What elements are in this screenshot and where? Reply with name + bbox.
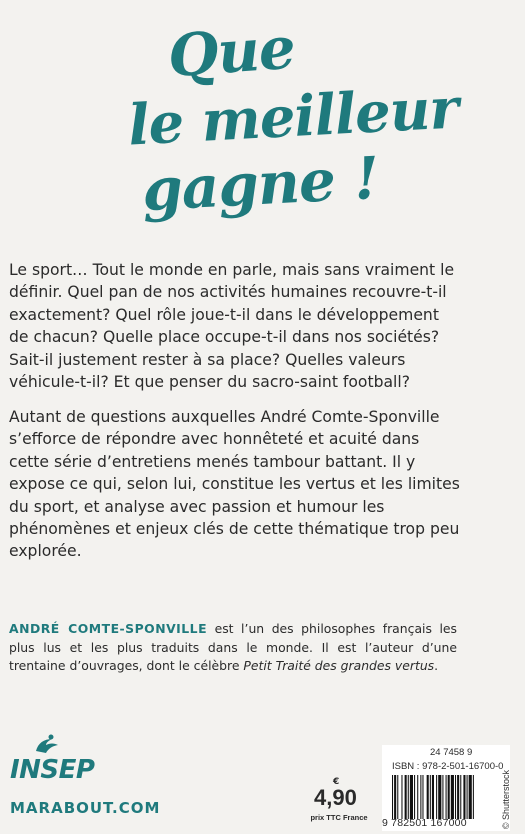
author-name: ANDRÉ COMTE-SPONVILLE [9,621,208,636]
title-line-2: le meilleur [126,75,460,159]
price-currency: € [333,777,340,787]
barcode-block [382,745,510,831]
price-label: prix TTC France [310,813,368,822]
price-sticker [302,775,376,825]
ean-digits: 9 782501 167000 [382,817,467,829]
photo-credit [501,770,517,830]
isbn-number: ISBN : 978-2-501-16700-0 [392,761,504,772]
blurb-paragraph-1: Le sport… Tout le monde en parle, mais sans vraiment le définir. Quel pan de nos activités humaines recouvre-t-il exactement? Quel rôle joue-t-il dans le développement de chacun? Quelle place occupe-t-il dans nos sociétés? Sait-il justement rester à sa place? Quelles valeurs véhicule-t-il? Et que penser du sacro-saint football? [9,261,455,392]
price-value: 4,90 [314,785,357,810]
author-bio-end: . [434,658,439,673]
author-bio [9,620,457,676]
author-bio-text: est l’un des philosophes français les plus lus et les plus traduits dans le monde. Il est l’auteur d’une trentaine d’ouvrages, dont le célèbre [9,621,457,673]
publisher-url: MARABOUT.COM [10,799,161,817]
author-book-title: Petit Traité des grandes vertus [243,658,435,673]
barcode-bars [392,775,506,819]
photo-credit-text: © Shutterstock [501,770,511,830]
insep-logo [10,733,100,793]
blurb-paragraph-2: Autant de questions auxquelles André Comte-Sponville s’efforce de répondre avec honnêteté et acuité dans cette série d’entretiens menés tambour battant. Il y expose ce qui, selon lui, constitue les vertus et les limites du sport, et analyse avec passion et humour les phénomènes et enjeux clés de cette thématique trop peu explorée. [9,408,460,561]
hand-lettered-title [0,0,525,250]
insep-wordmark: INSEP [10,755,95,785]
bird-icon [32,733,60,757]
title-line-3: gagne ! [140,143,381,225]
internal-code: 24 7458 9 [430,747,473,758]
title-line-1: Que [165,13,297,91]
